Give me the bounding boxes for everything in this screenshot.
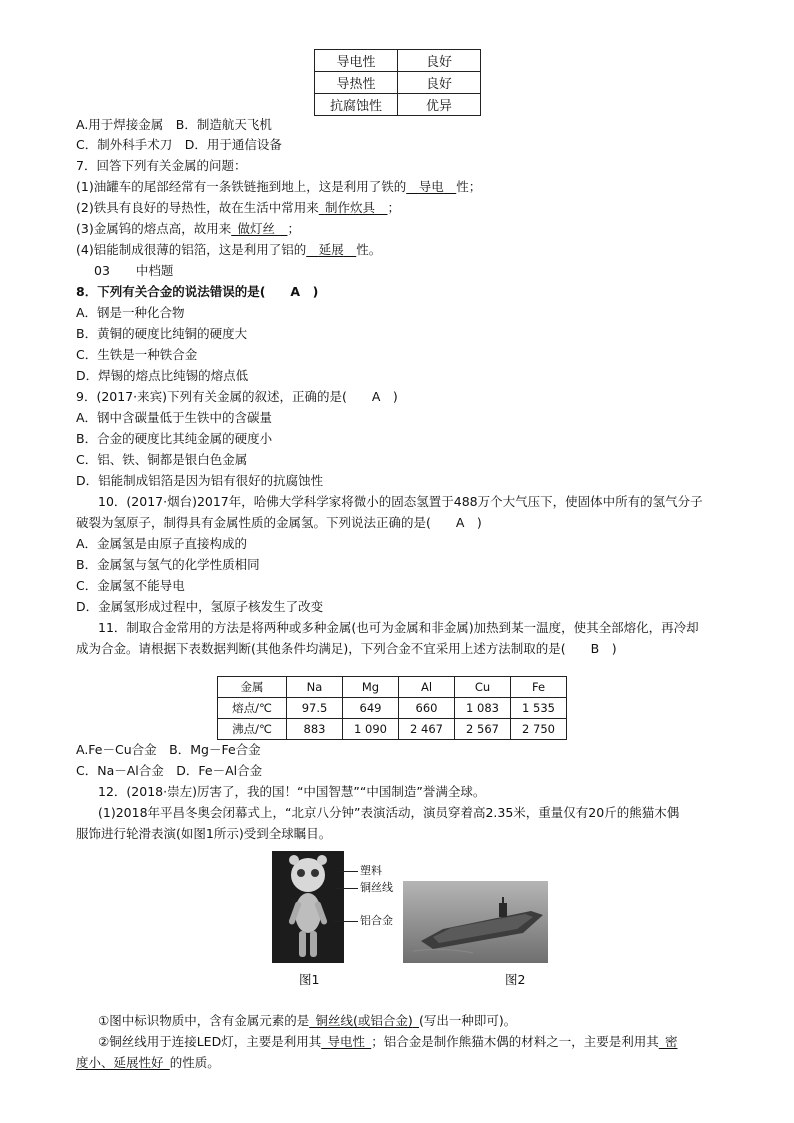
- label-leader: [336, 888, 358, 889]
- q9-option: D．铝能制成铝箔是因为铝有很好的抗腐蚀性: [76, 473, 324, 488]
- fig1-caption: 图1: [299, 972, 320, 987]
- q10-stem-line1: 10．(2017·烟台)2017年，哈佛大学科学家将微小的固态氢置于488万个大气压下，使固体中所有的氢气分子: [98, 494, 703, 509]
- q9-option: B．合金的硬度比其纯金属的硬度小: [76, 431, 273, 446]
- panda-costume-photo: [272, 851, 344, 963]
- q12-part1-line2: 服饰进行轮滑表演(如图1所示)受到全球瞩目。: [76, 826, 332, 841]
- answer: [231, 221, 287, 236]
- q8-option: C．生铁是一种铁合金: [76, 347, 198, 362]
- answer-text: 延展: [318, 242, 344, 257]
- cell: 1 083: [455, 698, 511, 719]
- q12-answer1: [98, 1012, 516, 1030]
- text: ；铝合金是制作熊猫木偶的材料之一，主要是利用其: [371, 1034, 659, 1049]
- answer-text: 铜丝线(或铝合金): [315, 1013, 413, 1028]
- cell: 良好: [398, 72, 481, 94]
- text: 性。: [356, 242, 382, 257]
- answer: [76, 1055, 170, 1070]
- aircraft-carrier-photo: [403, 881, 548, 963]
- text: ；: [387, 200, 400, 215]
- q6-options-ab: A.用于焊接金属 B．制造航天飞机: [76, 117, 272, 132]
- q8-stem: 8．下列有关合金的说法错误的是( A ): [76, 284, 319, 299]
- fig2-caption: 图2: [505, 972, 526, 987]
- text: (3)金属钨的熔点高，故用来: [76, 221, 232, 236]
- answer-text: 密: [664, 1034, 678, 1049]
- q10-stem-line2: 破裂为氢原子，制得具有金属性质的金属氢。下列说法正确的是( A ): [76, 515, 482, 530]
- label-leader: [338, 871, 358, 872]
- q12-answer2: [98, 1033, 678, 1051]
- cell: 优异: [398, 94, 481, 116]
- cell: 883: [287, 719, 343, 740]
- q9-option: C．铝、铁、铜都是银白色金属: [76, 452, 248, 467]
- q6-options-cd: C．制外科手术刀 D．用于通信设备: [76, 137, 282, 152]
- header-cell: Na: [287, 677, 343, 698]
- text: (写出一种即可)。: [418, 1013, 517, 1028]
- text: (4)铝能制成很薄的铝箔，这是利用了铝的: [76, 242, 307, 257]
- q11-stem-line1: 11．制取合金常用的方法是将两种或多种金属(也可为金属和非金属)加热到某一温度，使其全部熔化，再冷却: [98, 620, 699, 635]
- q12-answer2-cont: [76, 1054, 220, 1072]
- q10-option: C．金属氢不能导电: [76, 578, 185, 593]
- q10-option: D．金属氢形成过程中，氢原子核发生了改变: [76, 599, 324, 614]
- q9-stem: 9．(2017·来宾)下列有关金属的叙述，正确的是( A ): [76, 389, 398, 404]
- answer-text: 导电: [418, 179, 444, 194]
- cell: 97.5: [287, 698, 343, 719]
- q9-option: A．钢中含碳量低于生铁中的含碳量: [76, 410, 273, 425]
- q7-part3: [76, 220, 300, 238]
- q10-option: A．金属氢是由原子直接构成的: [76, 536, 248, 551]
- label-leader: [334, 921, 358, 922]
- cell: 660: [399, 698, 455, 719]
- answer: [309, 1013, 419, 1028]
- q8-option: A．钢是一种化合物: [76, 305, 185, 320]
- answer: [306, 242, 356, 257]
- section-heading: [94, 262, 173, 280]
- q11-options-ab: A.Fe－Cu合金 B．Mg－Fe合金: [76, 742, 261, 757]
- text: 性；: [456, 179, 482, 194]
- property-table: [314, 49, 481, 116]
- q7-stem: 7．回答下列有关金属的问题：: [76, 158, 247, 173]
- cell: 良好: [398, 50, 481, 72]
- answer-text: 度小、延展性好: [76, 1055, 164, 1070]
- cell: 导电性: [315, 50, 398, 72]
- cell: 2 750: [511, 719, 567, 740]
- header-cell: Al: [399, 677, 455, 698]
- answer: [406, 179, 456, 194]
- text: (1)油罐车的尾部经常有一条铁链拖到地上，这是利用了铁的: [76, 179, 407, 194]
- q7-part1: [76, 178, 481, 196]
- answer: [659, 1034, 678, 1049]
- section-title: 中档题: [135, 263, 174, 278]
- text: 的性质。: [169, 1055, 220, 1070]
- q12-part1-line1: (1)2018年平昌冬奥会闭幕式上，“北京八分钟”表演活动，演员穿着高2.35米，重量仅有20斤的熊猫木偶: [98, 805, 680, 820]
- q7-part2: [76, 199, 400, 217]
- q11-stem-line2: 成为合金。请根据下表数据判断(其他条件均满足)，下列合金不宜采用上述方法制取的是( B ): [76, 641, 617, 656]
- fig1-label-plastic: 塑料: [360, 864, 382, 877]
- row-label: 沸点/℃: [218, 719, 287, 740]
- answer-text: 制作炊具: [324, 200, 375, 215]
- fig1-label-aluminum-alloy: 铝合金: [360, 914, 393, 927]
- cell: 1 535: [511, 698, 567, 719]
- q8-option: B．黄铜的硬度比纯铜的硬度大: [76, 326, 248, 341]
- header-cell: 金属: [218, 677, 287, 698]
- q8-option: D．焊锡的熔点比纯锡的熔点低: [76, 368, 249, 383]
- text: ①图中标识物质中，含有金属元素的是: [98, 1013, 310, 1028]
- aircraft-carrier-icon: [403, 881, 548, 963]
- q12-stem: 12．(2018·崇左)厉害了，我的国！“中国智慧”“中国制造”誉满全球。: [98, 784, 486, 799]
- cell: 2 567: [455, 719, 511, 740]
- q7-part4: [76, 241, 381, 259]
- answer: [319, 200, 388, 215]
- row-label: 熔点/℃: [218, 698, 287, 719]
- answer: [321, 1034, 371, 1049]
- answer-text: 导电性: [327, 1034, 365, 1049]
- q11-options-cd: C．Na－Al合金 D．Fe－Al合金: [76, 763, 263, 778]
- text: ；: [287, 221, 300, 236]
- fig1-label-copper-wire: 铜丝线: [360, 881, 393, 894]
- cell: 导热性: [315, 72, 398, 94]
- header-cell: Fe: [511, 677, 567, 698]
- text: (2)铁具有良好的导热性，故在生活中常用来: [76, 200, 319, 215]
- cell: 2 467: [399, 719, 455, 740]
- q10-option: B．金属氢与氢气的化学性质相同: [76, 557, 260, 572]
- header-cell: Mg: [343, 677, 399, 698]
- header-cell: Cu: [455, 677, 511, 698]
- panda-figure-icon: [272, 851, 344, 963]
- answer-text: 做灯丝: [237, 221, 275, 236]
- metal-data-table: [217, 676, 567, 740]
- section-number: 03: [94, 263, 110, 278]
- cell: 1 090: [343, 719, 399, 740]
- cell: 抗腐蚀性: [315, 94, 398, 116]
- cell: 649: [343, 698, 399, 719]
- text: ②铜丝线用于连接LED灯，主要是利用其: [98, 1034, 322, 1049]
